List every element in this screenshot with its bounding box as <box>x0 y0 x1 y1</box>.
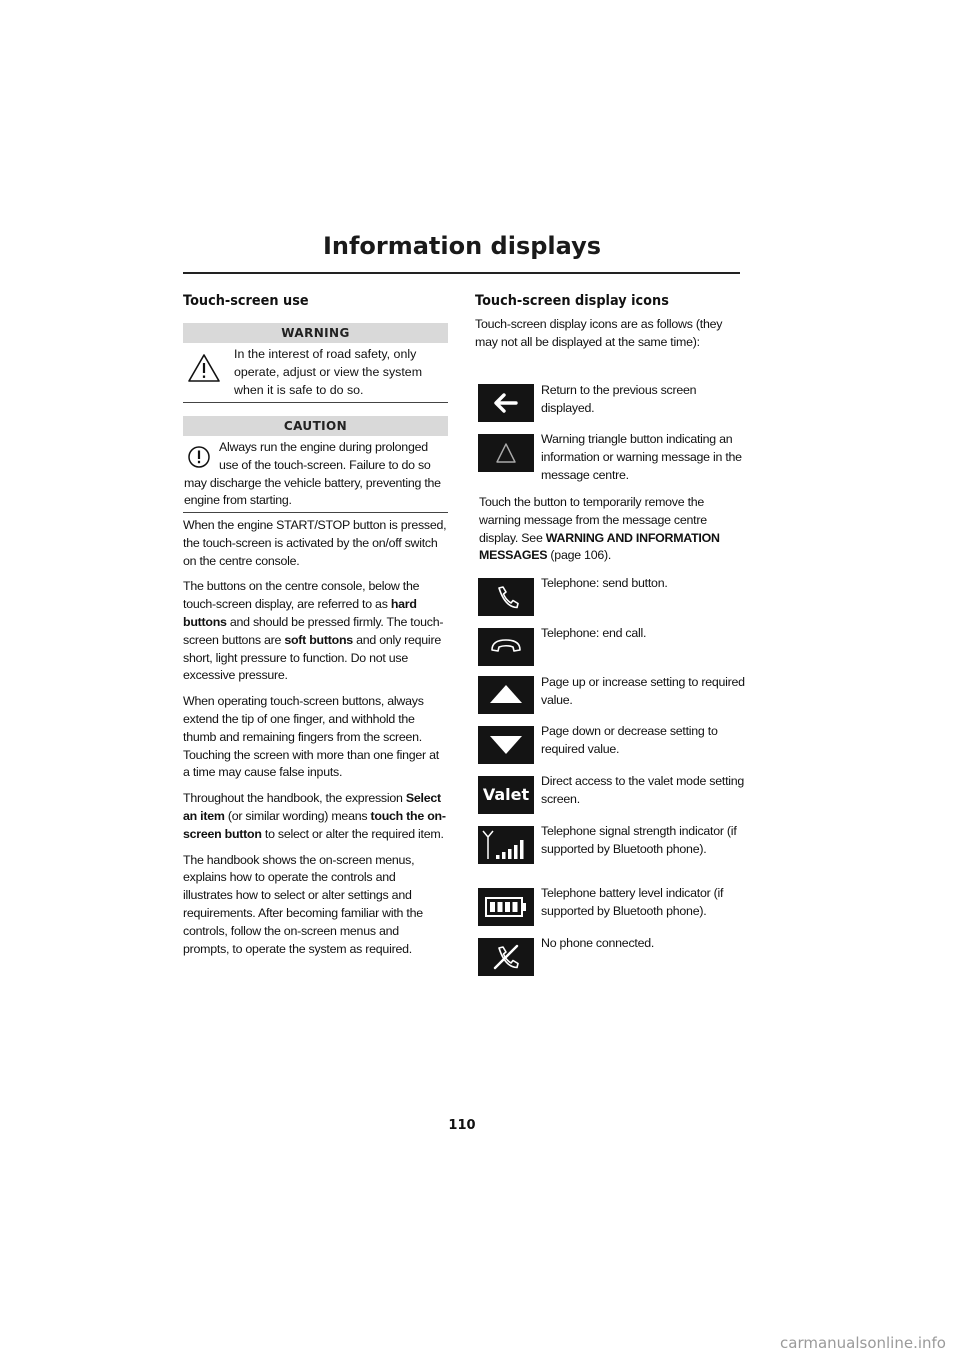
page-number: 110 <box>448 1118 476 1133</box>
page-down-icon-box <box>478 726 534 764</box>
page-up-icon <box>478 676 534 714</box>
warning-rule <box>183 402 448 403</box>
para-select: Throughout the handbook, the expression Select an item (or similar wording) means touch the on-screen button to select or alter the required item. <box>183 791 446 841</box>
phone-end-desc: Telephone: end call. <box>541 626 647 640</box>
right-section-title: Touch-screen display icons <box>475 293 669 309</box>
caution-line-1: Always run the engine during prolonged <box>219 440 428 454</box>
signal-strength-desc: Telephone signal strength indicator (if supported by Bluetooth phone). <box>541 824 737 856</box>
page-down-icon <box>478 726 534 764</box>
page-down-desc: Page down or decrease setting to required value. <box>541 724 718 756</box>
left-body <box>183 517 448 958</box>
page-title: Information displays <box>322 232 602 260</box>
warning-text: In the interest of road safety, only operate, adjust or view the system when it is safe to do so. <box>234 347 423 397</box>
battery-level-desc: Telephone battery level indicator (if supported by Bluetooth phone). <box>541 886 724 918</box>
bold-hard-buttons: hard buttons <box>183 597 417 629</box>
para-handbook: The handbook shows the on-screen menus, explains how to operate the controls and illustrates how to select or alter settings and requirements. After becoming familiar with the controls, follow the on-screen menus and prompts, to operate the system as required. <box>183 852 423 956</box>
signal-strength-icon <box>478 826 534 864</box>
back-arrow-icon-box <box>478 384 534 422</box>
bold-select-item: Select an item <box>183 791 441 823</box>
back-arrow-desc: Return to the previous screen displayed. <box>541 383 697 415</box>
warning-triangle-desc: Warning triangle button indicating an information or warning message in the message centre. <box>541 432 742 482</box>
page-up-icon-box <box>478 676 534 714</box>
warning-heading: WARNING <box>183 323 448 343</box>
title-rule <box>183 272 740 274</box>
para-buttons: The buttons on the centre console, below the touch-screen display, are referred to as hard buttons and should be pressed firmly. The touch-screen buttons are soft buttons and only require short, light pressure to function. Do not use excessive pressure. <box>183 579 444 683</box>
phone-send-icon <box>478 578 534 616</box>
valet-icon <box>478 776 534 814</box>
caution-heading: CAUTION <box>183 416 448 436</box>
caution-rule <box>183 512 448 513</box>
no-phone-desc: No phone connected. <box>541 936 655 950</box>
no-phone-icon-box <box>478 938 534 976</box>
phone-end-icon-box <box>478 628 534 666</box>
phone-end-icon <box>478 628 534 666</box>
caution-line-2: use of the touch-screen. Failure to do so <box>219 457 431 472</box>
right-intro: Touch-screen display icons are as follows (they may not all be displayed at the same time): <box>475 317 723 349</box>
phone-send-desc: Telephone: send button. <box>541 576 668 590</box>
warning-triangle-icon-box <box>478 434 534 472</box>
page-up-desc: Page up or increase setting to required value. <box>541 675 745 707</box>
para-engine: When the engine START/STOP button is pressed, the touch-screen is activated by the on/off switch on the centre console. <box>183 518 447 568</box>
caution-text <box>184 439 450 510</box>
battery-level-icon <box>478 888 534 926</box>
watermark: carmanualsonline.info <box>780 1334 946 1352</box>
back-arrow-icon <box>478 384 534 422</box>
left-section-title: Touch-screen use <box>183 293 309 309</box>
no-phone-icon <box>478 938 534 976</box>
bold-touch-button: touch the on-screen button <box>183 808 446 841</box>
valet-label: Valet <box>482 785 530 804</box>
signal-strength-icon-box <box>478 826 534 864</box>
valet-desc: Direct access to the valet mode setting screen. <box>541 774 745 806</box>
warning-triangle-icon <box>186 352 222 384</box>
battery-level-icon-box <box>478 888 534 926</box>
caution-rest: may discharge the vehicle battery, preventing the engine from starting. <box>184 475 441 508</box>
phone-send-icon-box <box>478 578 534 616</box>
bold-soft-buttons: soft buttons <box>284 632 353 647</box>
warning-note: Touch the button to temporarily remove the warning message from the message centre display. See WARNING AND INFORMATION MESSAGES (page 106). <box>479 495 720 563</box>
bold-warning-messages: WARNING AND INFORMATION MESSAGES <box>479 530 720 563</box>
para-finger: When operating touch-screen buttons, always extend the tip of one finger, and withhold the thumb and remaining fingers from the screen. Touching the screen with more than one finger at a time may cause false inputs. <box>183 694 439 780</box>
warning-triangle-button-icon <box>478 434 534 472</box>
